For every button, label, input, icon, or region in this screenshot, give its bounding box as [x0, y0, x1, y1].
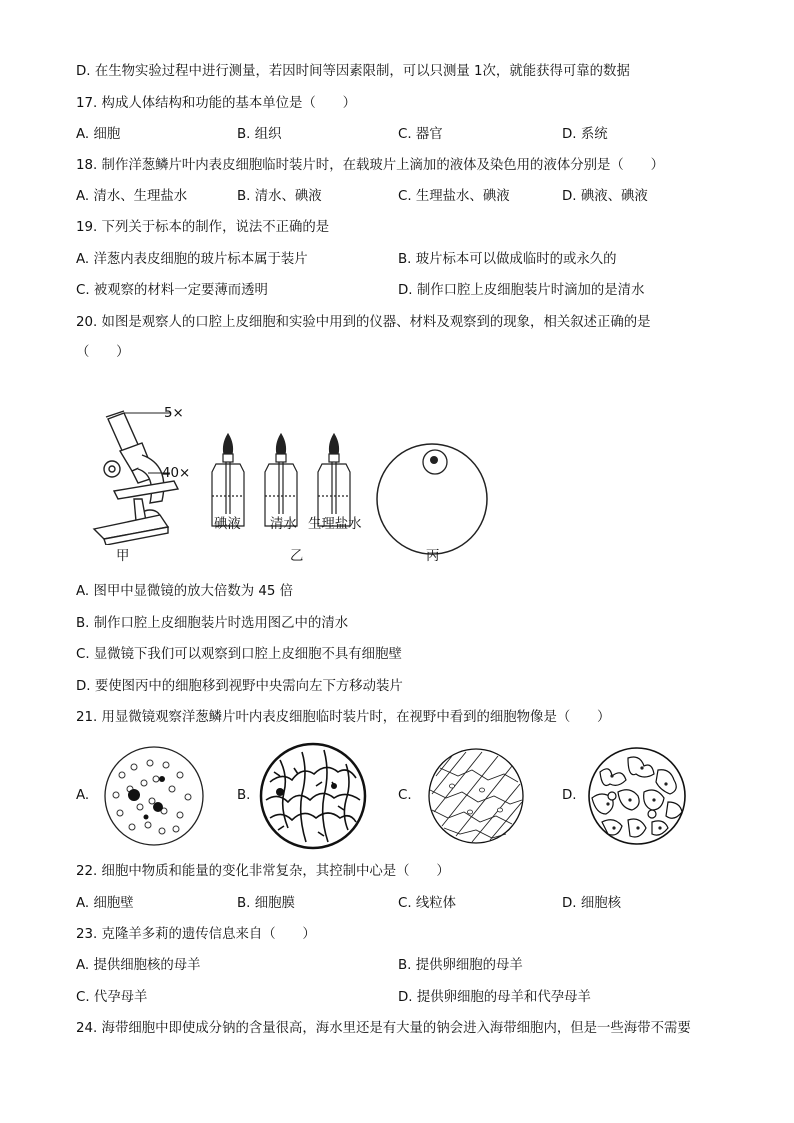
q21-option-d: D.	[562, 788, 577, 803]
q23-option-c: C. 代孕母羊	[76, 990, 148, 1005]
caption-jia: 甲	[116, 549, 130, 564]
q20-option-c: C. 显微镜下我们可以观察到口腔上皮细胞不具有细胞壁	[76, 647, 402, 662]
q18-option-b: B. 清水、碘液	[237, 189, 322, 204]
bottle-label-water: 清水	[270, 517, 297, 532]
q20-answer-paren: （ ）	[76, 345, 130, 360]
q18-option-c: C. 生理盐水、碘液	[398, 189, 510, 204]
eyepiece-label: 5×	[164, 406, 184, 421]
q23-option-d: D. 提供卵细胞的母羊和代孕母羊	[398, 990, 591, 1005]
q18-stem: 18. 制作洋葱鳞片叶内表皮细胞临时装片时，在载玻片上滴加的液体及染色用的液体分别是（ ）	[76, 158, 664, 173]
q20-option-b: B. 制作口腔上皮细胞装片时选用图乙中的清水	[76, 616, 349, 631]
option-c-cells-drawing	[422, 746, 530, 846]
q16-option-d: D. 在生物实验过程中进行测量，若因时间等因素限制，可以只测量 1次，就能获得可靠的数据	[76, 64, 630, 79]
field-of-view-drawing	[374, 441, 490, 557]
q24-stem: 24. 海带细胞中即使成分钠的含量很高，海水里还是有大量的钠会进入海带细胞内，但是一些海带不需要	[76, 1021, 691, 1036]
q17-option-c: C. 器官	[398, 127, 443, 142]
q20-option-a: A. 图甲中显微镜的放大倍数为 45 倍	[76, 584, 294, 599]
q21-option-a: A.	[76, 788, 90, 803]
q20-option-d: D. 要使图丙中的细胞移到视野中央需向左下方移动装片	[76, 679, 403, 694]
q17-stem: 17. 构成人体结构和功能的基本单位是（ ）	[76, 96, 356, 111]
option-a-cells-drawing	[100, 745, 208, 847]
q19-option-d: D. 制作口腔上皮细胞装片时滴加的是清水	[398, 283, 645, 298]
q23-option-a: A. 提供细胞核的母羊	[76, 958, 201, 973]
q22-option-d: D. 细胞核	[562, 896, 621, 911]
q19-stem: 19. 下列关于标本的制作，说法不正确的是	[76, 220, 330, 235]
q21-option-b: B.	[237, 788, 251, 803]
bottle-label-iodine: 碘液	[214, 517, 241, 532]
q23-stem: 23. 克隆羊多莉的遗传信息来自（ ）	[76, 927, 316, 942]
option-b-cells-drawing	[258, 742, 368, 850]
q22-option-c: C. 线粒体	[398, 896, 457, 911]
option-d-cells-drawing	[582, 746, 692, 846]
q22-option-b: B. 细胞膜	[237, 896, 295, 911]
q17-option-d: D. 系统	[562, 127, 608, 142]
q19-option-c: C. 被观察的材料一定要薄而透明	[76, 283, 268, 298]
objective-label: 40×	[162, 466, 191, 481]
caption-yi: 乙	[290, 549, 304, 564]
caption-bing: 丙	[426, 549, 440, 564]
q23-option-b: B. 提供卵细胞的母羊	[398, 958, 523, 973]
q19-option-b: B. 玻片标本可以做成临时的或永久的	[398, 252, 617, 267]
q17-option-a: A. 细胞	[76, 127, 121, 142]
q19-option-a: A. 洋葱内表皮细胞的玻片标本属于装片	[76, 252, 308, 267]
q20-figure	[76, 395, 476, 570]
q21-stem: 21. 用显微镜观察洋葱鳞片叶内表皮细胞临时装片时，在视野中看到的细胞物像是（ ）	[76, 710, 611, 725]
q17-option-b: B. 组织	[237, 127, 282, 142]
q21-option-c: C.	[398, 788, 412, 803]
q22-stem: 22. 细胞中物质和能量的变化非常复杂，其控制中心是（ ）	[76, 864, 450, 879]
q22-option-a: A. 细胞壁	[76, 896, 134, 911]
q20-stem: 20. 如图是观察人的口腔上皮细胞和实验中用到的仪器、材料及观察到的现象，相关叙述正确的是	[76, 315, 651, 330]
bottle-label-saline: 生理盐水	[308, 517, 362, 532]
q18-option-d: D. 碘液、碘液	[562, 189, 648, 204]
q18-option-a: A. 清水、生理盐水	[76, 189, 188, 204]
